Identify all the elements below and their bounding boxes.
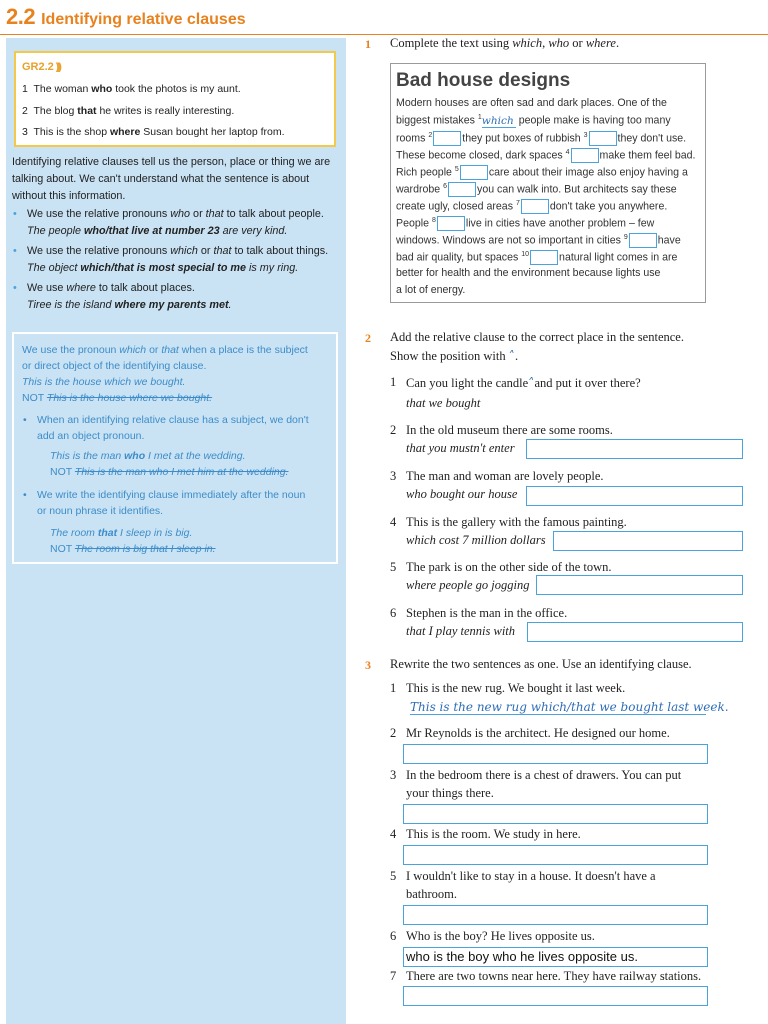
ex3-item-5-sentence-cont: bathroom. [406,887,458,901]
ex3-item-3-sentence-cont: your things there. [406,786,494,800]
note-rule-subject-example: This is the man who I met at the wedding. [50,450,246,462]
ex2-item-1-number: 1 [390,375,397,389]
caret-mark: ˄ [508,348,516,363]
reading-line: bad air quality, but spaces $^{10}$ natural light comes in are [396,250,678,264]
grammar-tag-label: GR2.2 [22,61,54,73]
ex2-item-3-clause: who bought our house [406,487,518,501]
ex2-item-6-number: 6 [390,606,397,620]
reading-line: a lot of energy. [396,284,466,296]
ex2-item-2-number: 2 [390,423,397,437]
gap-number: 4 [565,148,570,156]
gap-4-input[interactable] [571,148,599,163]
gap-number: 9 [623,233,628,241]
ex2-item-4-sentence: This is the gallery with the famous painting. [406,515,627,529]
ex3-item-6-answer-text: who is the boy who he lives opposite us. [406,949,638,964]
reading-line: windows. Windows are not so important in cities $^9$ have [396,233,681,247]
ex3-item-1-sentence: This is the new rug. We bought it last week. [406,681,626,695]
ex3-item-4-sentence: This is the room. We study in here. [406,827,581,841]
ex2-item-6-sentence: Stephen is the man in the office. [406,606,568,620]
ex3-item-3-sentence: In the bedroom there is a chest of drawers. You can put [406,768,682,782]
note-line-2: or direct object of the identifying clause. [22,360,207,372]
audio-icon[interactable]: ))) [55,61,60,73]
gap-6-input[interactable] [448,182,476,197]
gap-10-input[interactable] [530,250,558,265]
reading-line: Rich people $^5$ care about their image also enjoy having a [396,165,688,179]
ex3-item-6-sentence: Who is the boy? He lives opposite us. [406,929,595,943]
note-not-example: NOT This is the house where we bought. [22,392,213,404]
exercise-2-number: 2 [365,331,371,345]
grammar-note-box [12,332,338,564]
exercise-2-instruction-1: Add the relative clause to the correct place in the sentence. [390,330,684,344]
ex2-item-3-number: 3 [390,469,397,483]
exercise-3-number: 3 [365,658,371,672]
gap-9-input[interactable] [629,233,657,248]
page-title: Identifying relative clauses [41,11,246,28]
ex3-item-7-answer[interactable] [403,986,708,1006]
ex2-item-3-answer[interactable] [526,486,743,506]
reading-text-box [390,63,706,303]
note-rule-position: • We write the identifying clause immediately after the noun or noun phrase it identifies. [22,487,332,519]
gap-number: 2 [428,131,433,139]
gap-number: 7 [515,199,520,207]
ex2-item-5-clause: where people go jogging [406,578,530,592]
ex3-item-6-number: 6 [390,929,397,943]
ex3-item-5-answer[interactable] [403,905,708,925]
caret-mark-answer: ˄ [528,375,535,390]
section-number: 2.2 [6,4,36,29]
ex3-item-2-answer[interactable] [403,744,708,764]
grammar-example-1: 1 The woman who took the photos is my aunt. [22,83,241,95]
ex2-item-1-sentence: Can you light the candle˄and put it over there? [406,375,641,390]
gap-5-input[interactable] [460,165,488,180]
note-rule-subject: • When an identifying relative clause has a subject, we don't add an object pronoun. [22,412,332,444]
gap-number: 3 [583,131,588,139]
exercise-3-instruction: Rewrite the two sentences as one. Use an identifying clause. [390,657,692,671]
ex2-item-3-sentence: The man and woman are lovely people. [406,469,604,483]
ex2-item-4-number: 4 [390,515,397,529]
grammar-rules-list [12,206,340,317]
ex3-item-5-number: 5 [390,869,397,883]
reading-line: Modern houses are often sad and dark places. One of the [396,97,667,109]
ex3-item-7-sentence: There are two towns near here. They have railway stations. [406,969,702,983]
ex3-item-3-answer[interactable] [403,804,708,824]
reading-line: biggest mistakes $^1$which people make is having too many [396,114,671,127]
ex3-item-2-number: 2 [390,726,397,740]
gap-7-input[interactable] [521,199,549,214]
exercise-1-instruction: Complete the text using which, who or where. [390,36,620,50]
note-example: This is the house which we bought. [22,376,186,388]
ex2-item-2-clause: that you mustn't enter [406,441,515,455]
gap-3-input[interactable] [589,131,617,146]
grammar-reference-tag[interactable] [22,61,60,73]
gap-2-input[interactable] [433,131,461,146]
note-rule-position-not: NOT The room is big that I sleep in. [50,543,216,555]
ex2-item-6-answer[interactable] [527,622,743,642]
grammar-rule-things: • We use the relative pronouns which or that to talk about things. The object which/that is most special to me is my ring. [12,243,340,277]
grammar-examples-box [14,51,336,147]
ex2-item-6-clause: that I play tennis with [406,624,516,638]
ex3-item-3-number: 3 [390,768,397,782]
gap-number: 6 [443,182,448,190]
ex3-item-1-number: 1 [390,681,397,695]
grammar-example-3: 3 This is the shop where Susan bought her laptop from. [22,126,285,138]
note-line-1: We use the pronoun which or that when a place is the subject [22,344,308,356]
ex3-item-1-answer[interactable]: This is the new rug which/that we bought last week. [410,700,729,714]
header-divider [0,34,768,35]
note-rule-subject-not: NOT This is the man who I met him at the wedding. [50,466,289,478]
ex3-item-5-sentence: I wouldn't like to stay in a house. It doesn't have a [406,869,656,883]
ex2-item-4-answer[interactable] [553,531,743,551]
gap-number: 10 [521,250,530,258]
reading-line: These become closed, dark spaces $^4$ make them feel bad. [396,148,696,162]
ex3-item-4-answer[interactable] [403,845,708,865]
reading-line: wardrobe $^6$ you can walk into. But architects say these [396,182,677,196]
gap-8-input[interactable] [437,216,465,231]
gap-number: 8 [431,216,436,224]
ex3-item-7-number: 7 [390,969,397,983]
gap-number: 5 [454,165,459,173]
ex3-item-4-number: 4 [390,827,397,841]
exercise-1-number: 1 [365,37,371,51]
ex2-item-1-clause: that we bought [406,396,481,410]
note-rule-position-example: The room that I sleep in is big. [50,527,193,539]
gap-1-answer[interactable]: which [481,114,514,127]
ex2-item-5-number: 5 [390,560,397,574]
ex3-item-2-sentence: Mr Reynolds is the architect. He designed our home. [406,726,670,740]
grammar-example-2: 2 The blog that he writes is really interesting. [22,105,235,117]
exercise-2-instruction-2: Show the position with ˄. [390,348,519,363]
reading-title: Bad house designs [396,70,571,91]
gap-number: 1 [477,114,482,121]
reading-line: rooms $^2$ they put boxes of rubbish $^3$ they don't use. [396,131,687,145]
grammar-rule-people: • We use the relative pronouns who or that to talk about people. The people who/that live at number 23 are very kind. [12,206,340,240]
ex2-item-4-clause: which cost 7 million dollars [406,533,546,547]
ex3-item-6-answer[interactable] [403,947,708,967]
grammar-intro: Identifying relative clauses tell us the person, place or thing we are talking about. We can't understand what the sentence is about without this information. [12,156,331,202]
ex2-item-2-answer[interactable] [526,439,743,459]
ex2-item-5-sentence: The park is on the other side of the town. [406,560,612,574]
page-header [6,4,246,30]
ex2-item-2-sentence: In the old museum there are some rooms. [406,423,613,437]
ex2-item-5-answer[interactable] [536,575,743,595]
reading-line: People $^8$ live in cities have another problem – few [396,216,655,230]
reading-line: better for health and the environment because lights use [396,267,661,279]
reading-line: create ugly, closed areas $^7$ don't take you anywhere. [396,199,668,213]
grammar-rule-places: • We use where to talk about places. Tiree is the island where my parents met. [12,280,340,314]
